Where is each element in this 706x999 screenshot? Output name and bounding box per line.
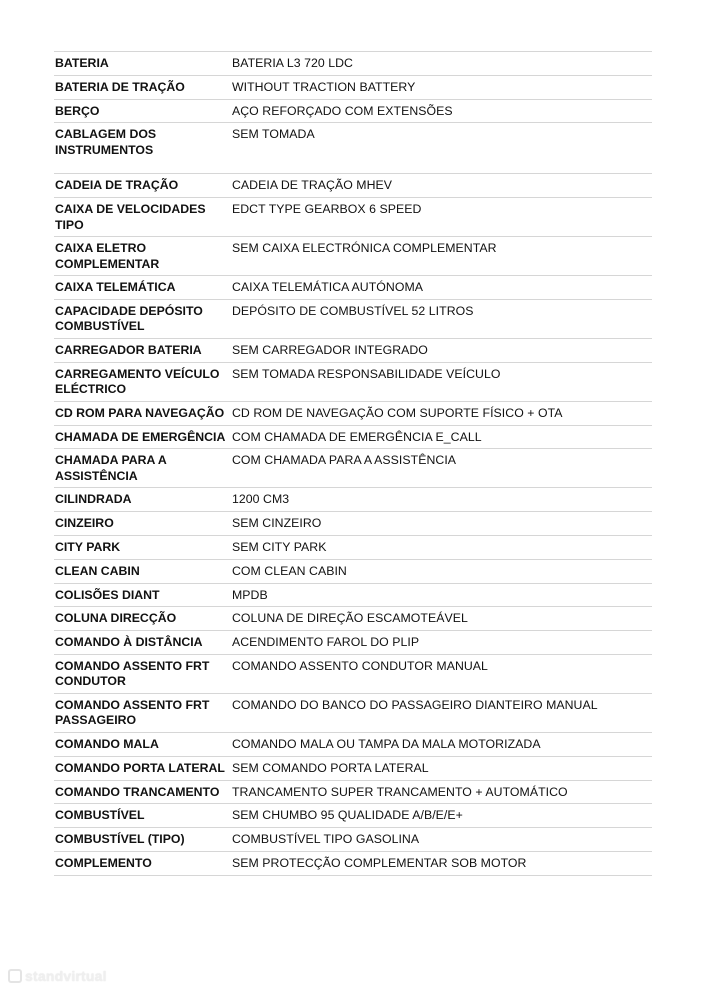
spec-label: CD ROM PARA NAVEGAÇÃO <box>55 405 225 420</box>
spec-row <box>54 733 652 757</box>
spec-row <box>54 402 652 426</box>
spec-label: COMANDO ASSENTO FRT CONDUTOR <box>55 658 210 689</box>
spec-value: SEM TOMADA <box>232 127 315 142</box>
spec-label: CHAMADA DE EMERGÊNCIA <box>55 429 226 444</box>
spec-row <box>54 584 652 608</box>
spec-row <box>54 488 652 512</box>
spec-label: CAIXA TELEMÁTICA <box>55 280 176 295</box>
spec-label: COMANDO ASSENTO FRT PASSAGEIRO <box>55 697 210 728</box>
spec-row <box>54 536 652 560</box>
spec-label: BATERIA DE TRAÇÃO <box>55 79 185 94</box>
spec-value: COMBUSTÍVEL TIPO GASOLINA <box>232 832 420 847</box>
spec-value: SEM CINZEIRO <box>232 516 322 531</box>
spec-row <box>54 449 652 488</box>
spec-row <box>54 757 652 781</box>
spec-value: MPDB <box>232 587 268 602</box>
spec-row <box>54 828 652 852</box>
spec-label: COMANDO MALA <box>55 736 159 751</box>
standvirtual-logo-icon <box>8 969 22 983</box>
spec-value: SEM TOMADA RESPONSABILIDADE VEÍCULO <box>232 366 501 381</box>
spec-row <box>54 655 652 694</box>
spec-value: CAIXA TELEMÁTICA AUTÓNOMA <box>232 280 423 295</box>
spec-value: SEM CAIXA ELECTRÓNICA COMPLEMENTAR <box>232 241 497 256</box>
spec-row <box>54 198 652 237</box>
spec-label: CARREGAMENTO VEÍCULO ELÉCTRICO <box>55 366 220 397</box>
spec-row <box>54 694 652 733</box>
spec-table <box>54 51 652 876</box>
spec-row <box>54 339 652 363</box>
spec-value: BATERIA L3 720 LDC <box>232 56 353 70</box>
spec-row <box>54 52 652 76</box>
spec-label: CAIXA ELETRO COMPLEMENTAR <box>55 241 160 271</box>
spec-value: WITHOUT TRACTION BATTERY <box>232 79 416 94</box>
spec-label: CARREGADOR BATERIA <box>55 342 202 357</box>
spec-label: COMANDO À DISTÂNCIA <box>55 635 203 650</box>
spec-row <box>54 300 652 339</box>
spec-value: COMANDO DO BANCO DO PASSAGEIRO DIANTEIRO MANUAL <box>232 697 598 712</box>
spec-value: COM CHAMADA PARA A ASSISTÊNCIA <box>232 453 457 468</box>
spec-value: COMANDO ASSENTO CONDUTOR MANUAL <box>232 658 488 673</box>
spec-value: SEM CHUMBO 95 QUALIDADE A/B/E/E+ <box>232 808 463 823</box>
spec-value: COLUNA DE DIREÇÃO ESCAMOTEÁVEL <box>232 611 468 626</box>
spec-row <box>54 852 652 876</box>
spec-value: SEM CARREGADOR INTEGRADO <box>232 342 428 357</box>
spec-value: COM CLEAN CABIN <box>232 563 347 578</box>
spec-row <box>54 512 652 536</box>
spec-label: CLEAN CABIN <box>55 563 140 578</box>
spec-row <box>54 426 652 450</box>
spec-row <box>54 363 652 402</box>
spec-row <box>54 631 652 655</box>
spec-row <box>54 781 652 805</box>
spec-label: CITY PARK <box>55 539 121 554</box>
spec-label: COLISÕES DIANT <box>55 587 160 602</box>
spec-label: CAPACIDADE DEPÓSITO COMBUSTÍVEL <box>55 303 203 334</box>
spec-value: EDCT TYPE GEARBOX 6 SPEED <box>232 202 422 217</box>
spec-value: AÇO REFORÇADO COM EXTENSÕES <box>232 103 453 118</box>
spec-label: COMPLEMENTO <box>55 855 152 870</box>
spec-row <box>54 174 652 198</box>
spec-label: COMANDO PORTA LATERAL <box>55 760 225 775</box>
watermark-text: standvirtual <box>25 968 107 984</box>
spec-label: COMBUSTÍVEL <box>55 808 145 823</box>
spec-label: COLUNA DIRECÇÃO <box>55 611 177 626</box>
spec-value: SEM PROTECÇÃO COMPLEMENTAR SOB MOTOR <box>232 855 527 870</box>
spec-value: COM CHAMADA DE EMERGÊNCIA E_CALL <box>232 429 482 444</box>
spec-label: CILINDRADA <box>55 492 132 507</box>
spec-label: CABLAGEM DOS INSTRUMENTOS <box>55 127 157 157</box>
spec-value: DEPÓSITO DE COMBUSTÍVEL 52 LITROS <box>232 303 474 318</box>
spec-row <box>54 276 652 300</box>
spec-label: CINZEIRO <box>55 516 114 531</box>
spec-label: BERÇO <box>55 103 100 118</box>
spec-label: COMANDO TRANCAMENTO <box>55 784 220 799</box>
spec-value: CADEIA DE TRAÇÃO MHEV <box>232 178 393 193</box>
spec-value: 1200 CM3 <box>232 492 290 507</box>
spec-value: SEM CITY PARK <box>232 539 327 554</box>
spec-value: CD ROM DE NAVEGAÇÃO COM SUPORTE FÍSICO + OTA <box>232 405 563 420</box>
watermark <box>8 965 124 987</box>
spec-value: TRANCAMENTO SUPER TRANCAMENTO + AUTOMÁTICO <box>232 784 568 799</box>
spec-label: CHAMADA PARA A ASSISTÊNCIA <box>55 453 167 483</box>
spec-label: BATERIA <box>55 56 109 70</box>
spec-value: SEM COMANDO PORTA LATERAL <box>232 760 429 775</box>
spec-row <box>54 100 652 124</box>
spec-label: CAIXA DE VELOCIDADES TIPO <box>55 202 206 232</box>
spec-value: COMANDO MALA OU TAMPA DA MALA MOTORIZADA <box>232 736 541 751</box>
spec-row <box>54 804 652 828</box>
spec-label: COMBUSTÍVEL (TIPO) <box>55 832 185 847</box>
spec-value: ACENDIMENTO FAROL DO PLIP <box>232 635 420 650</box>
spec-label: CADEIA DE TRAÇÃO <box>55 178 179 193</box>
spec-row <box>54 237 652 276</box>
spec-row <box>54 560 652 584</box>
spec-row <box>54 607 652 631</box>
spec-row <box>54 123 652 174</box>
spec-row <box>54 76 652 100</box>
